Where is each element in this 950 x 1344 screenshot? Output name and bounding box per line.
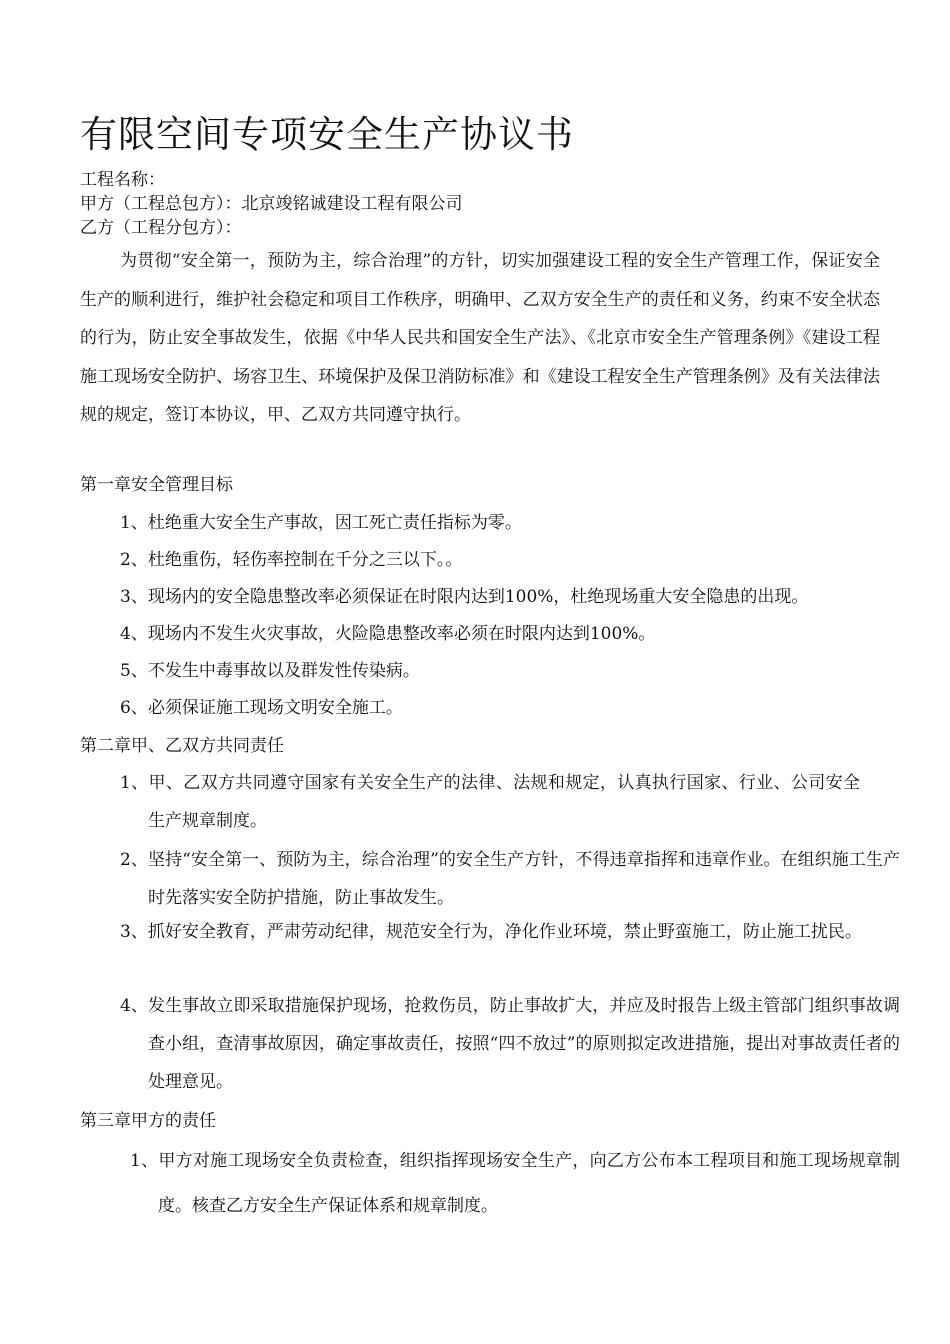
chapter-1-item: 3、现场内的安全隐患整改率必须保证在时限内达到100%，杜绝现场重大安全隐患的出现。 [120, 587, 809, 607]
party-a-line: 甲方（工程总包方）：北京竣铭诚建设工程有限公司 [80, 194, 463, 214]
chapter-1-item: 6、必须保证施工现场文明安全施工。 [120, 698, 403, 718]
chapter-2-heading: 第二章甲、乙双方共同责任 [80, 736, 284, 756]
parties-block [80, 168, 463, 240]
chapter-2-item: 3、抓好安全教育，严肃劳动纪律，规范安全行为，净化作业环境，禁止野蛮施工，防止施工扰民。 [120, 922, 862, 942]
chapter-2-item: 2、坚持“安全第一、预防为主，综合治理”的安全生产方针，不得违章指挥和违章作业。在组织施工生产时先落实安全防护措施，防止事故发生。 [120, 850, 900, 908]
party-b-line: 乙方（工程分包方）： [80, 218, 242, 238]
project-name-label: 工程名称： [80, 170, 165, 190]
chapter-1-item: 4、现场内不发生火灾事故，火险隐患整改率必须在时限内达到100%。 [120, 624, 656, 644]
document-title: 有限空间专项安全生产协议书 [80, 113, 574, 156]
chapter-3-item: 1、甲方对施工现场安全负责检查，组织指挥现场安全生产，向乙方公布本工程项目和施工现场规章制度。核查乙方安全生产保证体系和规章制度。 [130, 1151, 900, 1216]
chapter-1-item: 5、不发生中毒事故以及群发性传染病。 [120, 661, 420, 681]
chapter-1-item: 1、杜绝重大安全生产事故，因工死亡责任指标为零。 [120, 513, 522, 533]
chapter-1-heading: 第一章安全管理目标 [80, 475, 233, 495]
chapter-2-item: 1、甲、乙双方共同遵守国家有关安全生产的法律、法规和规定，认真执行国家、行业、公司安全生产规章制度。 [120, 773, 860, 831]
intro-paragraph: 为贯彻“安全第一，预防为主，综合治理”的方针，切实加强建设工程的安全生产管理工作，保证安全生产的顺利进行，维护社会稳定和项目工作秩序，明确甲、乙双方安全生产的责任和义务，约束不安全状态的行为，防止安全事故发生，依据《中华人民共和国安全生产法》、《北京市安全生产管理条例》《建设工程施工现场安全防护、场容卫生、环境保护及保卫消防标准》和《建设工程安全生产管理条例》及有关法律法规的规定，签订本协议，甲、乙双方共同遵守执行。 [80, 251, 880, 425]
chapter-1-item: 2、杜绝重伤，轻伤率控制在千分之三以下。。 [120, 550, 463, 570]
chapter-2-item: 4、发生事故立即采取措施保护现场，抢救伤员，防止事故扩大，并应及时报告上级主管部门组织事故调查小组，查清事故原因，确定事故责任，按照“四不放过”的原则拟定改进措施，提出对事故责任者的处理意见。 [120, 996, 900, 1092]
chapter-3-heading: 第三章甲方的责任 [80, 1111, 216, 1131]
